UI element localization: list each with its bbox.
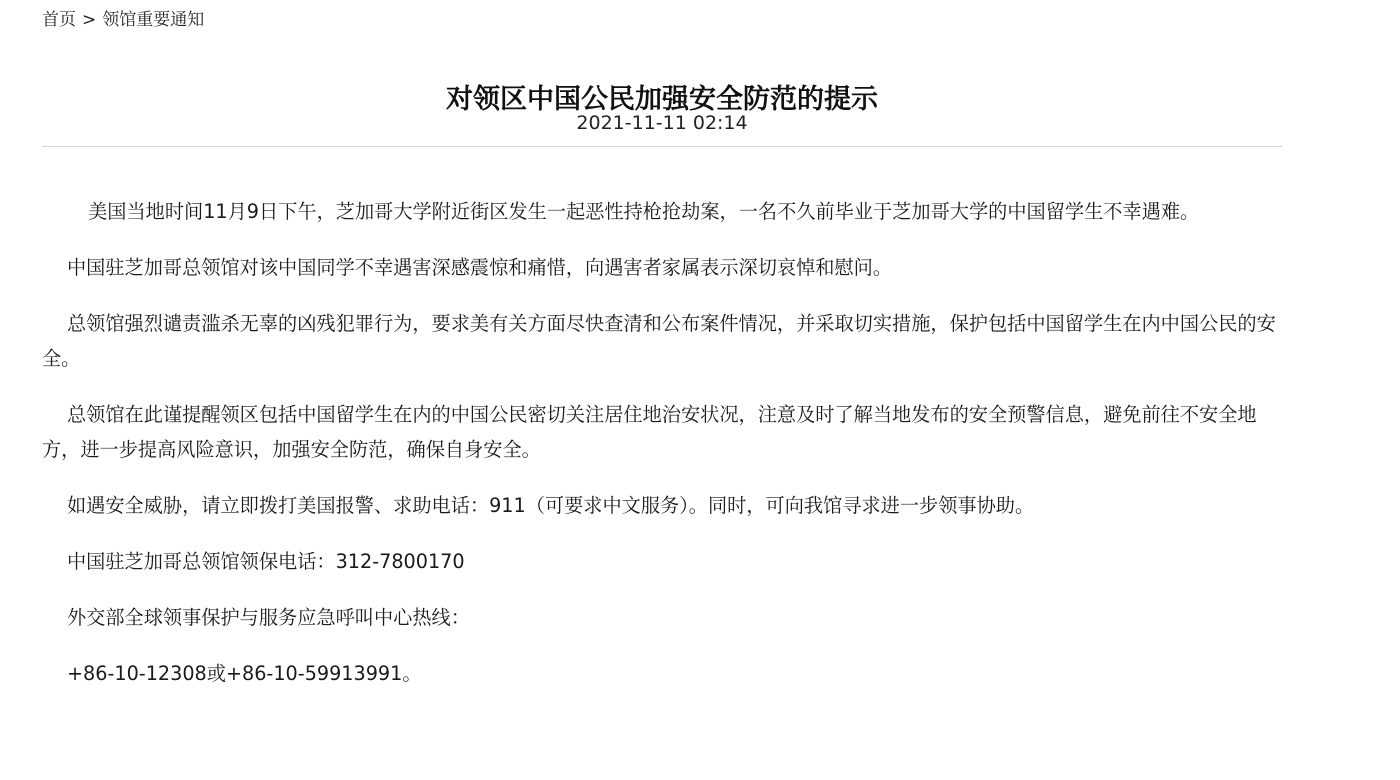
article-paragraph: 中国驻芝加哥总领馆领保电话：312-7800170 — [66, 550, 465, 573]
article-paragraph: 总领馆在此谨提醒领区包括中国留学生在内的中国公民密切关注居住地治安状况，注意及时了解当地发布的安全预警信息，避免前往不安全地方，进一步提高风险意识，加强安全防范，确保自身安全。 — [42, 403, 1257, 461]
article-paragraph: 中国驻芝加哥总领馆对该中国同学不幸遇害深感震惊和痛惜，向遇害者家属表示深切哀悼和慰问。 — [66, 256, 893, 279]
breadcrumb-separator: > — [82, 10, 97, 30]
article-title: 对领区中国公民加强安全防范的提示 — [446, 84, 878, 116]
article-body — [42, 194, 1288, 691]
article-paragraph: 外交部全球领事保护与服务应急呼叫中心热线： — [66, 606, 470, 629]
article-paragraph: 如遇安全威胁，请立即拨打美国报警、求助电话：911（可要求中文服务）。同时，可向我馆寻求进一步领事协助。 — [66, 494, 1035, 517]
title-divider — [42, 146, 1282, 147]
article-paragraph: 总领馆强烈谴责滥杀无辜的凶残犯罪行为，要求美有关方面尽快查清和公布案件情况，并采取切实措施，保护包括中国留学生在内中国公民的安全。 — [42, 312, 1276, 370]
breadcrumb-current: 领馆重要通知 — [102, 10, 205, 30]
article-paragraph: +86-10-12308或+86-10-59913991。 — [66, 662, 422, 685]
article-paragraph: 美国当地时间11月9日下午，芝加哥大学附近街区发生一起恶性持枪抢劫案，一名不久前毕业于芝加哥大学的中国留学生不幸遇难。 — [88, 200, 1200, 223]
breadcrumb — [42, 8, 204, 32]
article-datetime: 2021-11-11 02:14 — [576, 112, 748, 134]
breadcrumb-home-link[interactable]: 首页 — [42, 10, 76, 30]
